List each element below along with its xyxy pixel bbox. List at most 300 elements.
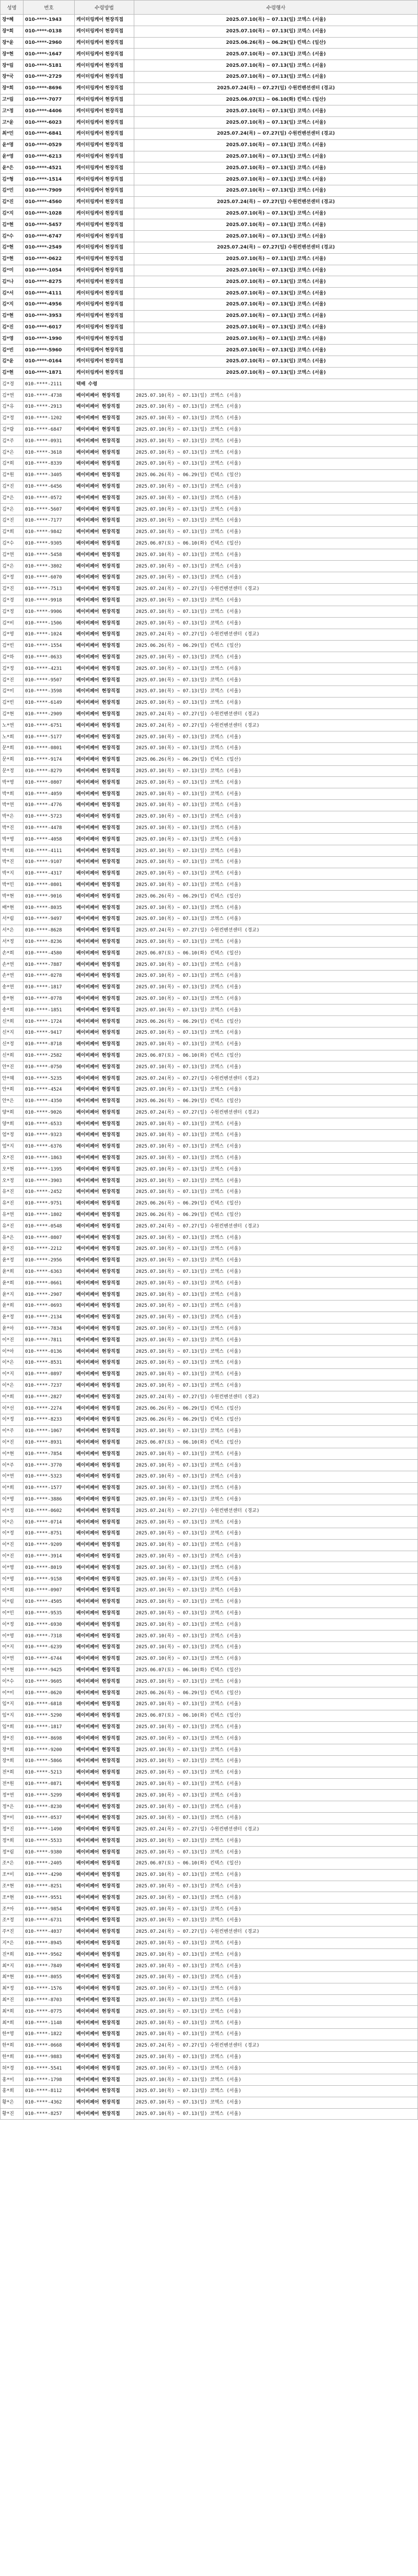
- cell-name: 김*영: [1, 629, 24, 641]
- cell-place: 2025.07.10(목) ~ 07.13(일) 코엑스 (서울): [134, 139, 418, 151]
- cell-name: 김*정: [1, 572, 24, 584]
- cell-phone: 010-****-4059: [24, 788, 75, 800]
- cell-phone: 010-****-4521: [24, 162, 75, 174]
- cell-place: 2025.07.10(목) ~ 07.13(일) 코엑스 (서울): [134, 401, 418, 413]
- table-row: [1, 469, 418, 481]
- cell-method: 케이터링케어 현장직접: [75, 265, 134, 276]
- cell-place: 2025.07.10(목) ~ 07.13(일) 코엑스 (서울): [134, 1301, 418, 1312]
- cell-name: 이*희: [1, 1482, 24, 1494]
- table-row: [1, 1585, 418, 1596]
- cell-phone: 010-****-1871: [24, 367, 75, 379]
- cell-phone: 010-****-9016: [24, 891, 75, 902]
- cell-phone: 010-****-0801: [24, 879, 75, 891]
- cell-name: 박*희: [1, 788, 24, 800]
- cell-name: 김*현: [1, 367, 24, 379]
- table-row: [1, 117, 418, 128]
- cell-place: 2025.07.10(목) ~ 07.13(일) 코엑스 (서울): [134, 2086, 418, 2097]
- cell-method: 베이비페어 현장직접: [75, 1130, 134, 1141]
- cell-method: 케이터링케어 현장직접: [75, 185, 134, 196]
- cell-name: 장*국: [1, 71, 24, 82]
- cell-phone: 010-****-2452: [24, 1187, 75, 1198]
- cell-name: 장*희: [1, 26, 24, 37]
- cell-name: 박*연: [1, 799, 24, 811]
- cell-method: 베이비페어 현장직접: [75, 526, 134, 538]
- table-row: [1, 1790, 418, 1801]
- cell-place: 2025.07.10(목) ~ 07.13(일) 코엑스 (서울): [134, 606, 418, 618]
- cell-place: 2025.06.26(목) ~ 06.29(일) 킨텍스 (일산): [134, 469, 418, 481]
- cell-method: 베이비페어 현장직접: [75, 1255, 134, 1266]
- cell-phone: 010-****-4290: [24, 1869, 75, 1881]
- table-row: [1, 1221, 418, 1232]
- cell-place: 2025.07.10(목) ~ 07.13(일) 코엑스 (서울): [134, 799, 418, 811]
- cell-method: 케이터링케어 현장직접: [75, 299, 134, 310]
- table-row: [1, 447, 418, 458]
- table-row: [1, 982, 418, 993]
- cell-method: 베이비페어 현장직접: [75, 1539, 134, 1551]
- cell-name: 노*희: [1, 731, 24, 743]
- cell-name: 김*유: [1, 401, 24, 413]
- table-row: [1, 1232, 418, 1244]
- cell-method: 베이비페어 현장직접: [75, 1767, 134, 1778]
- cell-place: 2025.07.10(목) ~ 07.13(일) 코엑스 (서울): [134, 1755, 418, 1767]
- cell-name: 이*진: [1, 1539, 24, 1551]
- cell-phone: 010-****-1798: [24, 2074, 75, 2086]
- cell-place: 2025.07.10(목) ~ 07.13(일) 코엑스 (서울): [134, 1949, 418, 1960]
- table-row: [1, 2108, 418, 2120]
- cell-phone: 010-****-8055: [24, 1972, 75, 1983]
- cell-phone: 010-****-5723: [24, 811, 75, 822]
- cell-method: 베이비페어 현장직접: [75, 1209, 134, 1221]
- cell-place: 2025.07.10(목) ~ 07.13(일) 코엑스 (서울): [134, 447, 418, 458]
- table-row: [1, 2006, 418, 2017]
- table-row: [1, 754, 418, 765]
- cell-phone: 010-****-1943: [24, 15, 75, 26]
- cell-method: 베이비페어 현장직접: [75, 697, 134, 708]
- cell-phone: 010-****-1817: [24, 1721, 75, 1733]
- cell-name: 김*경: [1, 595, 24, 606]
- cell-method: 베이비페어 현장직접: [75, 1869, 134, 1881]
- cell-method: 케이터링케어 현장직접: [75, 94, 134, 105]
- cell-phone: 010-****-5177: [24, 731, 75, 743]
- table-row: [1, 1574, 418, 1585]
- cell-method: 베이비페어 현장직접: [75, 822, 134, 834]
- cell-method: 베이비페어 현장직접: [75, 1164, 134, 1175]
- table-row: [1, 1915, 418, 1927]
- table-row: [1, 1437, 418, 1448]
- table-row: [1, 1448, 418, 1460]
- cell-place: 2025.07.10(목) ~ 07.13(일) 코엑스 (서울): [134, 822, 418, 834]
- cell-name: 안*은: [1, 1095, 24, 1107]
- cell-place: 2025.07.10(목) ~ 07.13(일) 코엑스 (서울): [134, 1164, 418, 1175]
- cell-method: 케이터링케어 현장직접: [75, 345, 134, 356]
- cell-phone: 010-****-9854: [24, 1904, 75, 1915]
- table-row: [1, 1733, 418, 1744]
- header-row: [1, 1, 418, 15]
- table-row: [1, 2074, 418, 2086]
- table-row: [1, 1209, 418, 1221]
- cell-phone: 010-****-6533: [24, 1118, 75, 1130]
- table-row: [1, 1835, 418, 1847]
- cell-name: 윤*진: [1, 1244, 24, 1255]
- cell-method: 베이비페어 현장직접: [75, 1983, 134, 1994]
- table-row: [1, 1505, 418, 1517]
- table-row: [1, 1334, 418, 1346]
- cell-method: 베이비페어 현장직접: [75, 1630, 134, 1642]
- cell-place: 2025.07.24(목) ~ 07.27(일) 수원컨벤션센터 (경교): [134, 82, 418, 94]
- cell-name: 김*현: [1, 253, 24, 265]
- cell-place: 2025.07.10(목) ~ 07.13(일) 코엑스 (서울): [134, 1630, 418, 1642]
- cell-method: 베이비페어 현장직접: [75, 1380, 134, 1391]
- cell-name: 이*연: [1, 1471, 24, 1483]
- cell-name: 이*정: [1, 1619, 24, 1630]
- table-row: [1, 1141, 418, 1152]
- cell-phone: 010-****-0537: [24, 1812, 75, 1824]
- cell-name: 허*경: [1, 2063, 24, 2074]
- cell-place: 2025.07.10(목) ~ 07.13(일) 코엑스 (서울): [134, 1357, 418, 1369]
- cell-method: 케이터링케어 현장직접: [75, 151, 134, 162]
- cell-name: 최*정: [1, 1983, 24, 1994]
- cell-place: 2025.07.10(목) ~ 07.13(일) 코엑스 (서울): [134, 412, 418, 424]
- cell-place: 2025.07.10(목) ~ 07.13(일) 코엑스 (서울): [134, 572, 418, 584]
- cell-place: 2025.07.10(목) ~ 07.13(일) 코엑스 (서울): [134, 105, 418, 117]
- cell-name: 윤*아: [1, 1323, 24, 1334]
- cell-name: 김*서: [1, 288, 24, 299]
- cell-method: 케이터링케어 현장직접: [75, 242, 134, 253]
- table-row: [1, 2063, 418, 2074]
- cell-method: 베이비페어 현장직접: [75, 1881, 134, 1892]
- cell-place: 2025.07.10(목) ~ 07.13(일) 코엑스 (서울): [134, 117, 418, 128]
- cell-phone: 010-****-6747: [24, 231, 75, 242]
- cell-method: 베이비페어 현장직접: [75, 1778, 134, 1790]
- table-row: [1, 1425, 418, 1437]
- table-row: [1, 1289, 418, 1301]
- cell-phone: 010-****-0897: [24, 1368, 75, 1380]
- cell-phone: 010-****-5866: [24, 1755, 75, 1767]
- cell-place: 2025.06.26(목) ~ 06.29(일) 킨텍스 (일산): [134, 1687, 418, 1699]
- cell-name: 박*진: [1, 856, 24, 868]
- cell-method: 베이비페어 현장직접: [75, 1744, 134, 1756]
- table-row: [1, 1107, 418, 1118]
- cell-place: 2025.07.10(목) ~ 07.13(일) 코엑스 (서울): [134, 1608, 418, 1619]
- cell-place: 2025.07.10(목) ~ 07.13(일) 코엑스 (서울): [134, 731, 418, 743]
- table-row: [1, 2086, 418, 2097]
- cell-name: 안*희: [1, 1084, 24, 1095]
- cell-method: 베이비페어 현장직접: [75, 481, 134, 492]
- cell-method: 베이비페어 현장직접: [75, 2074, 134, 2086]
- cell-place: 2025.06.26(목) ~ 06.29(일) 킨텍스 (일산): [134, 37, 418, 49]
- table-row: [1, 2051, 418, 2063]
- table-row: [1, 82, 418, 94]
- table-row: [1, 504, 418, 515]
- cell-phone: 010-****-1490: [24, 1824, 75, 1835]
- cell-phone: 010-****-2405: [24, 1858, 75, 1870]
- table-row: [1, 1755, 418, 1767]
- cell-phone: 010-****-9417: [24, 1027, 75, 1038]
- table-row: [1, 481, 418, 492]
- cell-name: 전*원: [1, 1778, 24, 1790]
- cell-place: 2025.07.10(목) ~ 07.13(일) 코엑스 (서울): [134, 1596, 418, 1608]
- cell-phone: 010-****-3802: [24, 561, 75, 572]
- cell-place: 2025.07.10(목) ~ 07.13(일) 코엑스 (서울): [134, 219, 418, 231]
- cell-place: 2025.07.10(목) ~ 07.13(일) 코엑스 (서울): [134, 1960, 418, 1972]
- cell-method: 베이비페어 현장직접: [75, 1574, 134, 1585]
- cell-phone: 010-****-6818: [24, 1698, 75, 1710]
- cell-phone: 010-****-7854: [24, 1448, 75, 1460]
- cell-place: 2025.07.10(목) ~ 07.13(일) 코엑스 (서울): [134, 49, 418, 60]
- cell-place: 2025.07.10(목) ~ 07.13(일) 코엑스 (서울): [134, 504, 418, 515]
- cell-name: 송*연: [1, 982, 24, 993]
- table-row: [1, 675, 418, 686]
- cell-phone: 010-****-7834: [24, 1323, 75, 1334]
- cell-method: 베이비페어 현장직접: [75, 1915, 134, 1927]
- cell-phone: 010-****-7887: [24, 959, 75, 971]
- table-row: [1, 60, 418, 72]
- cell-place: 2025.07.10(목) ~ 07.13(일) 코엑스 (서울): [134, 2074, 418, 2086]
- cell-phone: 010-****-0871: [24, 1778, 75, 1790]
- cell-method: 베이비페어 현장직접: [75, 1596, 134, 1608]
- cell-method: 케이터링케어 현장직접: [75, 196, 134, 208]
- cell-method: 케이터링케어 현장직접: [75, 367, 134, 379]
- cell-place: 2025.07.10(목) ~ 07.13(일) 코엑스 (서울): [134, 1323, 418, 1334]
- cell-method: 케이터링케어 현장직접: [75, 322, 134, 333]
- cell-method: 베이비페어 현장직접: [75, 1073, 134, 1084]
- cell-method: 베이비페어 현장직접: [75, 1687, 134, 1699]
- cell-name: 김*경: [1, 379, 24, 390]
- cell-place: 2025.07.10(목) ~ 07.13(일) 코엑스 (서울): [134, 856, 418, 868]
- cell-method: 베이비페어 현장직접: [75, 2051, 134, 2063]
- cell-method: 베이비페어 현장직접: [75, 1733, 134, 1744]
- cell-place: 2025.07.10(목) ~ 07.13(일) 코엑스 (서울): [134, 1847, 418, 1858]
- cell-place: 2025.07.10(목) ~ 07.13(일) 코엑스 (서울): [134, 1244, 418, 1255]
- cell-phone: 010-****-4406: [24, 105, 75, 117]
- cell-phone: 010-****-4350: [24, 1095, 75, 1107]
- table-row: [1, 1539, 418, 1551]
- table-row: [1, 367, 418, 379]
- cell-method: 베이비페어 현장직접: [75, 1755, 134, 1767]
- cell-place: 2025.07.24(목) ~ 07.27(일) 수원컨벤션센터 (경교): [134, 1505, 418, 1517]
- table-row: [1, 139, 418, 151]
- cell-phone: 010-****-9425: [24, 1664, 75, 1676]
- cell-phone: 010-****-2827: [24, 1391, 75, 1403]
- cell-phone: 010-****-6841: [24, 128, 75, 139]
- cell-name: 유*진: [1, 1198, 24, 1209]
- cell-place: 2025.06.07(토) ~ 06.10(화) 킨텍스 (일산): [134, 1710, 418, 1721]
- cell-name: 주*진: [1, 1926, 24, 1937]
- cell-method: 베이비페어 현장직접: [75, 982, 134, 993]
- cell-place: 2025.07.10(목) ~ 07.13(일) 코엑스 (서울): [134, 845, 418, 857]
- table-row: [1, 720, 418, 731]
- cell-method: 베이비페어 현장직접: [75, 1198, 134, 1209]
- table-row: [1, 49, 418, 60]
- cell-method: 베이비페어 현장직접: [75, 754, 134, 765]
- cell-name: 문*희: [1, 754, 24, 765]
- cell-place: 2025.07.10(목) ~ 07.13(일) 코엑스 (서울): [134, 1278, 418, 1289]
- cell-place: 2025.07.10(목) ~ 07.13(일) 코엑스 (서울): [134, 777, 418, 788]
- cell-name: 박*민: [1, 879, 24, 891]
- cell-name: 김*민: [1, 185, 24, 196]
- cell-name: 황*진: [1, 2108, 24, 2120]
- cell-phone: 010-****-1054: [24, 265, 75, 276]
- cell-method: 베이비페어 현장직접: [75, 1221, 134, 1232]
- cell-phone: 010-****-6023: [24, 117, 75, 128]
- table-row: [1, 1494, 418, 1505]
- cell-phone: 010-****-6017: [24, 322, 75, 333]
- cell-name: 정*림: [1, 1847, 24, 1858]
- cell-phone: 010-****-7177: [24, 515, 75, 527]
- cell-place: 2025.07.10(목) ~ 07.13(일) 코엑스 (서울): [134, 356, 418, 367]
- cell-method: 베이비페어 현장직접: [75, 1960, 134, 1972]
- table-row: [1, 2040, 418, 2051]
- table-row: [1, 1881, 418, 1892]
- cell-place: 2025.07.10(목) ~ 07.13(일) 코엑스 (서울): [134, 1232, 418, 1244]
- cell-method: 베이비페어 현장직접: [75, 731, 134, 743]
- cell-place: 2025.07.10(목) ~ 07.13(일) 코엑스 (서울): [134, 959, 418, 971]
- table-row: [1, 1368, 418, 1380]
- table-row: [1, 345, 418, 356]
- cell-place: 2025.07.10(목) ~ 07.13(일) 코엑스 (서울): [134, 15, 418, 26]
- table-row: [1, 1152, 418, 1164]
- cell-method: 베이비페어 현장직접: [75, 1437, 134, 1448]
- cell-name: 정*진: [1, 1824, 24, 1835]
- cell-name: 전*희: [1, 1767, 24, 1778]
- cell-method: 베이비페어 현장직접: [75, 401, 134, 413]
- table-row: [1, 834, 418, 845]
- cell-phone: 010-****-0775: [24, 2006, 75, 2017]
- cell-name: 오*진: [1, 1152, 24, 1164]
- cell-name: 정*연: [1, 1790, 24, 1801]
- cell-place: 2025.07.10(목) ~ 07.13(일) 코엑스 (서울): [134, 1551, 418, 1562]
- table-row: [1, 1175, 418, 1187]
- cell-name: 윤*지: [1, 1289, 24, 1301]
- cell-name: 김*윤: [1, 356, 24, 367]
- cell-phone: 010-****-8230: [24, 1801, 75, 1813]
- cell-phone: 010-****-0801: [24, 743, 75, 754]
- cell-place: 2025.07.10(목) ~ 07.13(일) 코엑스 (서울): [134, 811, 418, 822]
- cell-place: 2025.07.10(목) ~ 07.13(일) 코엑스 (서울): [134, 868, 418, 879]
- cell-phone: 010-****-8251: [24, 1881, 75, 1892]
- table-row: [1, 231, 418, 242]
- table-row: [1, 1391, 418, 1403]
- table-row: [1, 595, 418, 606]
- cell-phone: 010-****-1990: [24, 333, 75, 345]
- cell-place: 2025.07.10(목) ~ 07.13(일) 코엑스 (서울): [134, 743, 418, 754]
- cell-method: 케이터링케어 현장직접: [75, 49, 134, 60]
- table-row: [1, 1187, 418, 1198]
- cell-phone: 010-****-6376: [24, 1141, 75, 1152]
- table-row: [1, 1528, 418, 1539]
- cell-name: 김*진: [1, 675, 24, 686]
- table-row: [1, 1038, 418, 1050]
- table-row: [1, 936, 418, 948]
- cell-place: 2025.07.10(목) ~ 07.13(일) 코엑스 (서울): [134, 1482, 418, 1494]
- table-row: [1, 1778, 418, 1790]
- cell-name: 신*희: [1, 1050, 24, 1061]
- cell-method: 베이비페어 현장직접: [75, 1835, 134, 1847]
- cell-name: 장*현: [1, 49, 24, 60]
- table-row: [1, 1266, 418, 1278]
- cell-place: 2025.07.10(목) ~ 07.13(일) 코엑스 (서울): [134, 982, 418, 993]
- cell-phone: 010-****-7849: [24, 1960, 75, 1972]
- cell-method: 베이비페어 현장직접: [75, 1244, 134, 1255]
- cell-method: 베이비페어 현장직접: [75, 469, 134, 481]
- cell-name: 윤*정: [1, 1311, 24, 1323]
- table-row: [1, 1596, 418, 1608]
- cell-phone: 010-****-2212: [24, 1244, 75, 1255]
- cell-name: 오*정: [1, 1175, 24, 1187]
- cell-name: 배*현: [1, 902, 24, 914]
- table-row: [1, 583, 418, 595]
- cell-place: 2025.07.10(목) ~ 07.13(일) 코엑스 (서울): [134, 276, 418, 288]
- cell-method: 베이비페어 현장직접: [75, 970, 134, 982]
- cell-place: 2025.07.10(목) ~ 07.13(일) 코엑스 (서울): [134, 151, 418, 162]
- cell-phone: 010-****-4776: [24, 799, 75, 811]
- cell-name: 이*영: [1, 1494, 24, 1505]
- cell-place: 2025.07.10(목) ~ 07.13(일) 코엑스 (서울): [134, 1778, 418, 1790]
- cell-method: 베이비페어 현장직접: [75, 2108, 134, 2120]
- cell-method: 베이비페어 현장직접: [75, 2029, 134, 2040]
- cell-method: 베이비페어 현장직접: [75, 777, 134, 788]
- cell-name: 김*정: [1, 606, 24, 618]
- cell-phone: 010-****-6744: [24, 1653, 75, 1664]
- cell-method: 베이비페어 현장직접: [75, 1505, 134, 1517]
- table-row: [1, 1858, 418, 1870]
- table-row: [1, 1482, 418, 1494]
- table-row: [1, 1016, 418, 1027]
- cell-place: 2025.07.10(목) ~ 07.13(일) 코엑스 (서울): [134, 1892, 418, 1904]
- cell-place: 2025.07.10(목) ~ 07.13(일) 코엑스 (서울): [134, 1061, 418, 1073]
- table-row: [1, 538, 418, 549]
- table-row: [1, 856, 418, 868]
- cell-phone: 010-****-8703: [24, 1994, 75, 2006]
- cell-place: 2025.07.10(목) ~ 07.13(일) 코엑스 (서울): [134, 1517, 418, 1528]
- table-row: [1, 777, 418, 788]
- cell-place: 2025.07.24(목) ~ 07.27(일) 수원컨벤션센터 (경교): [134, 1221, 418, 1232]
- cell-name: 박*현: [1, 891, 24, 902]
- table-row: [1, 788, 418, 800]
- cell-phone: 010-****-0602: [24, 1505, 75, 1517]
- cell-name: 김*정: [1, 412, 24, 424]
- cell-name: 손*연: [1, 959, 24, 971]
- cell-name: 최*지: [1, 1960, 24, 1972]
- cell-name: 정*은: [1, 1801, 24, 1813]
- cell-phone: 010-****-4505: [24, 1596, 75, 1608]
- cell-place: 2025.07.24(목) ~ 07.27(일) 수원컨벤션센터 (경교): [134, 2040, 418, 2051]
- cell-name: 윤*희: [1, 1266, 24, 1278]
- cell-name: 손*희: [1, 948, 24, 959]
- cell-phone: 010-****-9507: [24, 675, 75, 686]
- cell-name: 이*아: [1, 1346, 24, 1357]
- table-row: [1, 1904, 418, 1915]
- cell-place: 2025.07.10(목) ~ 07.13(일) 코엑스 (서울): [134, 902, 418, 914]
- cell-name: 김*정: [1, 663, 24, 675]
- table-row: [1, 15, 418, 26]
- cell-method: 베이비페어 현장직접: [75, 424, 134, 435]
- cell-place: 2025.07.10(목) ~ 07.13(일) 코엑스 (서울): [134, 185, 418, 196]
- cell-place: 2025.07.10(목) ~ 07.13(일) 코엑스 (서울): [134, 675, 418, 686]
- cell-method: 베이비페어 현장직접: [75, 1664, 134, 1676]
- table-row: [1, 1721, 418, 1733]
- cell-name: 장*희: [1, 1744, 24, 1756]
- cell-name: 오*현: [1, 1164, 24, 1175]
- cell-method: 케이터링케어 현장직접: [75, 276, 134, 288]
- table-row: [1, 1960, 418, 1972]
- table-row: [1, 959, 418, 971]
- table-row: [1, 1824, 418, 1835]
- cell-phone: 010-****-0661: [24, 1278, 75, 1289]
- cell-name: 손*연: [1, 970, 24, 982]
- cell-method: 베이비페어 현장직접: [75, 2040, 134, 2051]
- cell-name: 이*영: [1, 1630, 24, 1642]
